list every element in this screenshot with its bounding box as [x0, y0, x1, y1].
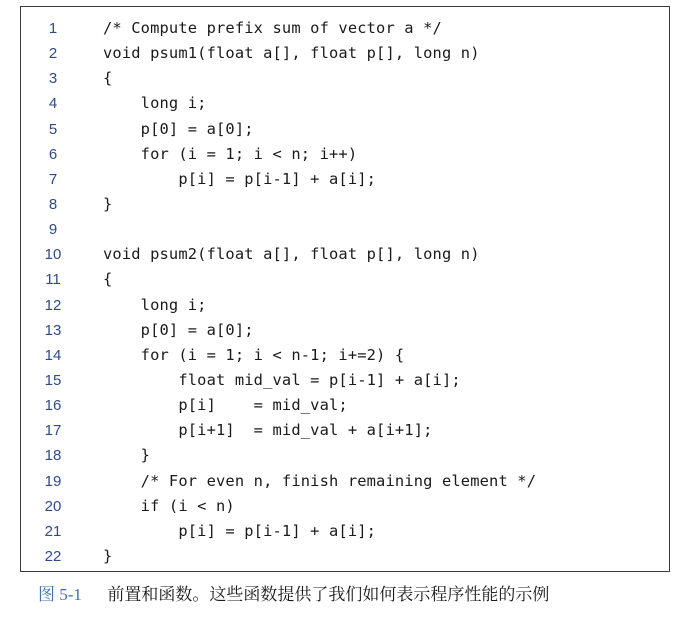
line-number: 16: [44, 397, 62, 415]
code-line: [21, 318, 669, 343]
code-line: [21, 242, 669, 267]
line-number: 18: [44, 447, 62, 465]
code-line: [21, 418, 669, 443]
code-text: void psum1(float a[], float p[], long n): [103, 44, 480, 63]
code-line: [21, 41, 669, 66]
code-line: [21, 544, 669, 569]
code-line: [21, 368, 669, 393]
code-text: if (i < n): [103, 496, 235, 515]
figure-label: 图 5-1: [38, 585, 82, 604]
code-text: /* Compute prefix sum of vector a */: [103, 19, 442, 37]
line-number: 9: [48, 221, 58, 239]
code-text: for (i = 1; i < n; i++): [103, 144, 358, 163]
code-text: for (i = 1; i < n-1; i+=2) {: [103, 345, 405, 364]
figure-caption: [38, 583, 549, 607]
line-number: 1: [48, 20, 58, 37]
code-text: p[i] = mid_val;: [103, 396, 348, 415]
code-line: [21, 519, 669, 544]
line-number: 2: [48, 45, 58, 63]
line-number: 6: [48, 145, 58, 163]
line-number: 15: [44, 371, 62, 389]
line-number: 21: [44, 522, 62, 540]
code-line: [21, 443, 669, 468]
line-number: 8: [48, 195, 58, 213]
line-number: 20: [44, 497, 62, 515]
code-line: [21, 16, 669, 41]
figure-caption-text: 前置和函数。这些函数提供了我们如何表示程序性能的示例: [107, 585, 550, 605]
code-line: [21, 469, 669, 494]
code-text: p[0] = a[0];: [103, 320, 254, 339]
code-text: p[0] = a[0];: [103, 119, 254, 138]
line-number: 12: [44, 296, 62, 314]
code-text: }: [103, 194, 113, 213]
code-line: [21, 91, 669, 116]
code-text: float mid_val = p[i-1] + a[i];: [103, 370, 461, 389]
line-number: 14: [44, 346, 62, 364]
code-text: long i;: [103, 94, 207, 113]
line-number: 3: [48, 70, 58, 88]
code-text: p[i] = p[i-1] + a[i];: [103, 169, 377, 188]
code-text: {: [103, 69, 113, 88]
code-text: p[i+1] = mid_val + a[i+1];: [103, 421, 433, 440]
code-line: [21, 267, 669, 292]
code-listing: [20, 6, 670, 572]
code-text: void psum2(float a[], float p[], long n): [103, 245, 480, 264]
line-number: 19: [44, 472, 62, 490]
code-line: [21, 494, 669, 519]
code-line: [21, 117, 669, 142]
line-number: 5: [48, 120, 58, 138]
line-number: 22: [44, 547, 62, 565]
code-line: [21, 293, 669, 318]
code-line: [21, 142, 669, 167]
code-line: [21, 66, 669, 91]
code-line: [21, 343, 669, 368]
code-line: [21, 393, 669, 418]
code-line: [21, 167, 669, 192]
code-line: [21, 192, 669, 217]
line-number: 10: [44, 246, 62, 264]
line-number: 11: [45, 271, 61, 289]
line-number: 7: [48, 170, 58, 188]
code-text: p[i] = p[i-1] + a[i];: [103, 521, 377, 540]
code-text: long i;: [103, 295, 207, 314]
line-number: 13: [44, 321, 62, 339]
code-text: }: [103, 446, 151, 465]
code-text: {: [103, 270, 113, 289]
line-number: 4: [48, 95, 58, 113]
code-line: [21, 217, 669, 242]
code-text: }: [103, 546, 113, 565]
line-number: 17: [44, 422, 62, 440]
code-text: /* For even n, finish remaining element */: [103, 471, 537, 490]
code-lines: [21, 16, 669, 569]
